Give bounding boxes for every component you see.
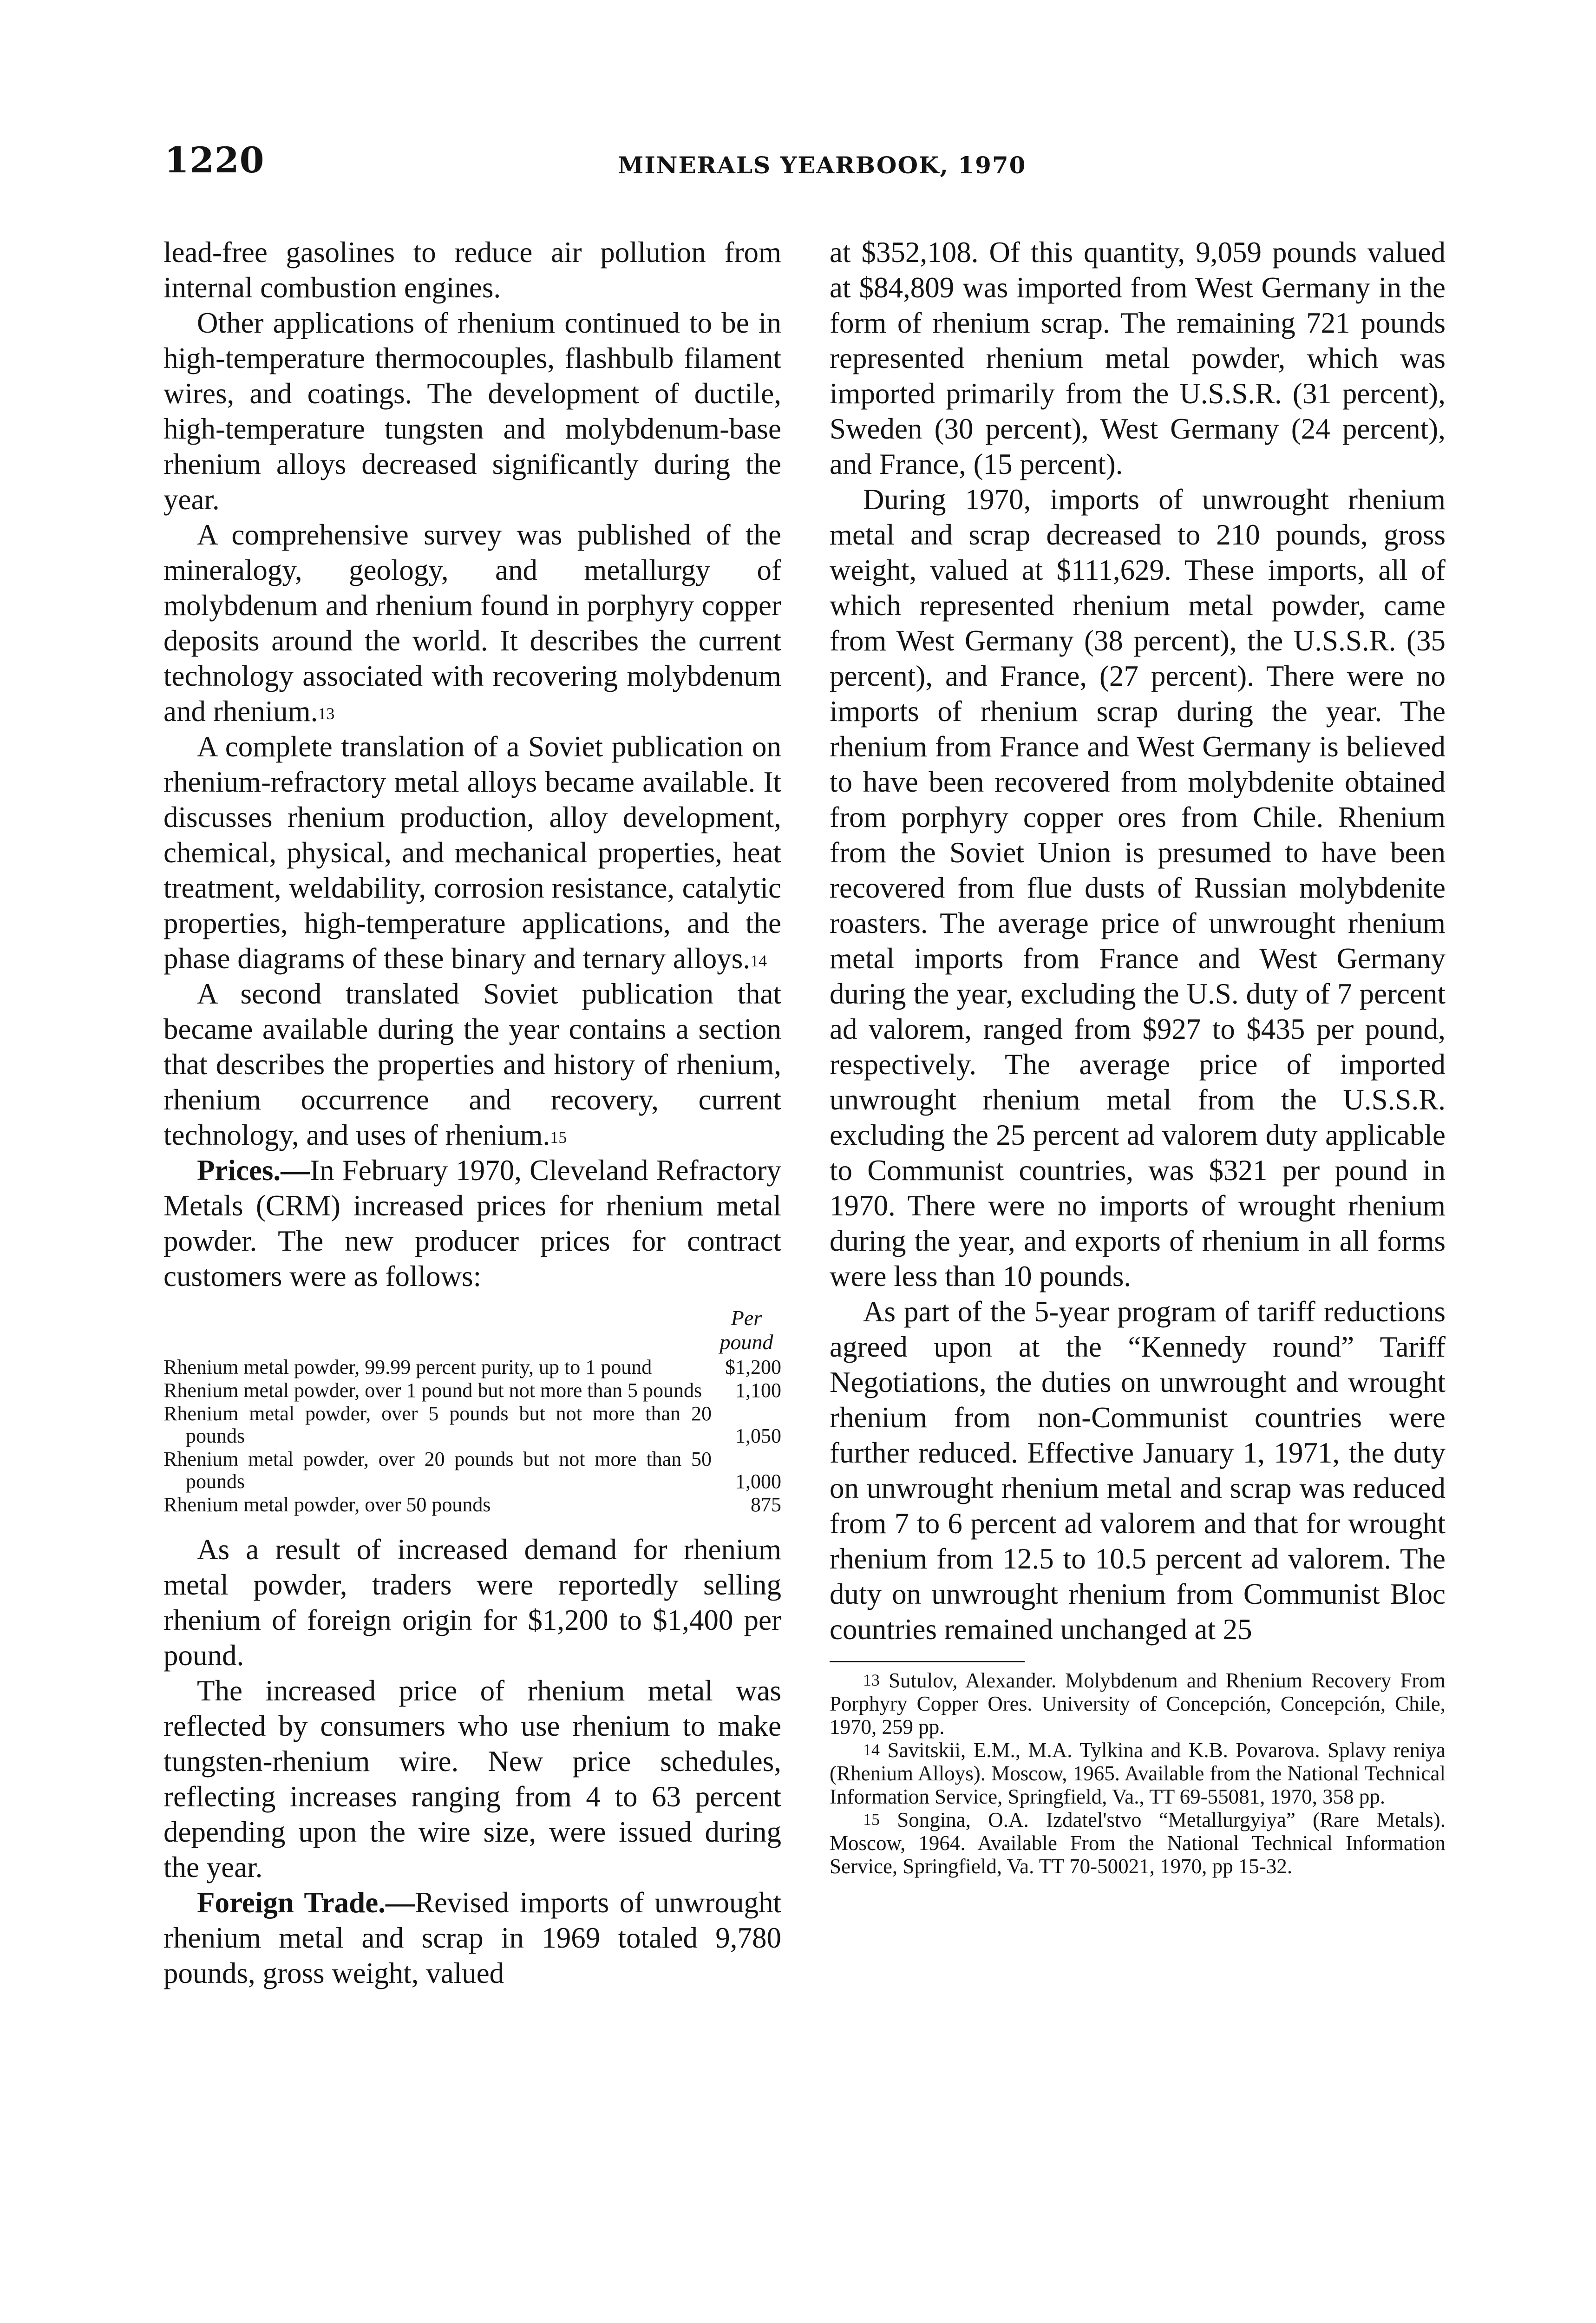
table-row — [164, 1494, 781, 1516]
row-description: Rhenium metal powder, 99.99 percent purity, up to 1 pound — [164, 1356, 652, 1378]
paragraph: As part of the 5-year program of tariff reductions agreed upon at the “Kennedy round” Tariff Negotiations, the duties on unwrought and wrought rhenium from non-Communist countries were further reduced. Effective January 1, 1971, the duty on unwrought rhenium metal and scrap was reduced from 7 to 6 percent ad valorem and that for wrought rhenium from 12.5 to 10.5 percent ad valorem. The duty on unwrought rhenium from Communist Bloc countries remained unchanged at 25 — [830, 1295, 1446, 1646]
footnote-text: Savitskii, E.M., M.A. Tylkina and K.B. Povarova. Splavy reniya (Rhenium Alloys). Moscow, 1965. Available from the National Technical Information Service, Springfield, Va., TT 69-55081, 1970, 358 pp. — [830, 1739, 1446, 1808]
price-table — [164, 1306, 781, 1516]
paragraph — [164, 1153, 781, 1294]
footnote-divider — [830, 1661, 1025, 1662]
paragraph — [164, 976, 781, 1153]
section-heading-prices: Prices.— — [197, 1154, 310, 1187]
footnote — [830, 1669, 1446, 1739]
right-column — [830, 235, 1446, 1878]
footnote-number: 14 — [863, 1740, 880, 1759]
table-row — [164, 1356, 781, 1378]
paragraph: As a result of increased demand for rhenium metal powder, traders were reportedly selling rhenium of foreign origin for $1,200 to $1,400 per pound. — [164, 1533, 781, 1672]
row-value: 875 — [751, 1493, 781, 1516]
footnote-number: 15 — [863, 1810, 880, 1829]
footnote — [830, 1808, 1446, 1878]
paragraph — [164, 517, 781, 729]
footnote-ref: 13 — [318, 704, 335, 723]
footnote-number: 13 — [863, 1671, 880, 1689]
row-value: $1,200 — [725, 1356, 781, 1378]
paragraph-text: A second translated Soviet publication that became available during the year contains a section that describes the properties and history of rhenium, rhenium occurrence and recovery, current technology, and uses of rhenium. — [164, 978, 781, 1151]
price-column-header — [712, 1306, 781, 1354]
table-row — [164, 1403, 781, 1447]
row-description: Rhenium metal powder, over 20 pounds but not more than 50 pounds — [164, 1448, 712, 1493]
paragraph — [164, 729, 781, 976]
row-value: 1,100 — [735, 1379, 781, 1402]
table-row — [164, 1379, 781, 1402]
price-table-header — [164, 1306, 781, 1356]
paragraph-text: A complete translation of a Soviet publication on rhenium-refractory metal alloys became available. It discusses rhenium production, alloy development, chemical, physical, and mechanical properties, heat treatment, weldability, corrosion resistance, catalytic properties, high-temperature applications, and the phase diagrams of these binary and ternary alloys. — [164, 730, 781, 975]
paragraph-text: Revised imports of unwrought rhenium metal and scrap in 1969 totaled 9,780 pounds, gross weight, valued — [164, 1886, 781, 1989]
paragraph: lead-free gasolines to reduce air pollution from internal combustion engines. — [164, 236, 781, 304]
table-row — [164, 1448, 781, 1493]
row-description: Rhenium metal powder, over 50 pounds — [164, 1493, 491, 1516]
row-description: Rhenium metal powder, over 1 pound but not more than 5 pounds — [164, 1379, 702, 1402]
paragraph: Other applications of rhenium continued to be in high-temperature thermocouples, flashbulb filament wires, and coatings. The development of ductile, high-temperature tungsten and molybdenum-base rhenium alloys decreased significantly during the year. — [164, 307, 781, 516]
section-heading-foreign-trade: Foreign Trade.— — [197, 1886, 415, 1919]
footnote-ref: 15 — [550, 1128, 567, 1147]
header-line: Per — [731, 1306, 762, 1330]
paragraph: The increased price of rhenium metal was reflected by consumers who use rhenium to make tungsten-rhenium wire. New price schedules, reflecting increases ranging from 4 to 63 percent depending upon the wire size, were issued during the year. — [164, 1674, 781, 1883]
paragraph-text: In February 1970, Cleveland Refractory Metals (CRM) increased prices for rhenium metal powder. The new producer prices for contract customers were as follows: — [164, 1154, 781, 1293]
footnote-ref: 14 — [750, 952, 767, 970]
header-line: pound — [720, 1330, 773, 1354]
footnote-text: Songina, O.A. Izdatel'stvo “Metallurgyiya” (Rare Metals). Moscow, 1964. Available From the National Technical Information Service, Springfield, Va. TT 70-50021, 1970, pp 15-32. — [830, 1808, 1446, 1878]
paragraph: During 1970, imports of unwrought rhenium metal and scrap decreased to 210 pounds, gross weight, valued at $111,629. These imports, all of which represented rhenium metal powder, came from West Germany (38 percent), the U.S.S.R. (35 percent), and France, (27 percent). There were no imports of rhenium scrap during the year. The rhenium from France and West Germany is believed to have been recovered from molybdenite obtained from porphyry copper ores from Chile. Rhenium from the Soviet Union is presumed to have been recovered from flue dusts of Russian molybdenite roasters. The average price of unwrought rhenium metal imports from France and West Germany during the year, excluding the U.S. duty of 7 percent ad valorem, ranged from $927 to $435 per pound, respectively. The average price of imported unwrought rhenium metal from the U.S.S.R. excluding the 25 percent ad valorem duty applicable to Communist countries, was $321 per pound in 1970. There were no imports of wrought rhenium during the year, and exports of rhenium in all forms were less than 10 pounds. — [830, 483, 1446, 1293]
footnote-text: Sutulov, Alexander. Molybdenum and Rhenium Recovery From Porphyry Copper Ores. University of Concepción, Concepción, Chile, 1970, 259 pp. — [830, 1669, 1446, 1739]
running-title: MINERALS YEARBOOK, 1970 — [618, 151, 1027, 179]
row-description: Rhenium metal powder, over 5 pounds but not more than 20 pounds — [164, 1402, 712, 1447]
left-column — [164, 235, 781, 1991]
paragraph: at $352,108. Of this quantity, 9,059 pounds valued at $84,809 was imported from West Germany in the form of rhenium scrap. The remaining 721 pounds represented rhenium metal powder, which was imported primarily from the U.S.S.R. (31 percent), Sweden (30 percent), West Germany (24 percent), and France, (15 percent). — [830, 236, 1446, 480]
page-number: 1220 — [164, 139, 265, 181]
row-value: 1,000 — [735, 1470, 781, 1493]
paragraph — [164, 1885, 781, 1991]
footnote — [830, 1739, 1446, 1808]
row-value: 1,050 — [735, 1424, 781, 1447]
paragraph-text: A comprehensive survey was published of the mineralogy, geology, and metallurgy of molybdenum and rhenium found in porphyry copper deposits around the world. It describes the current technology associated with recovering molybdenum and rhenium. — [164, 518, 781, 728]
